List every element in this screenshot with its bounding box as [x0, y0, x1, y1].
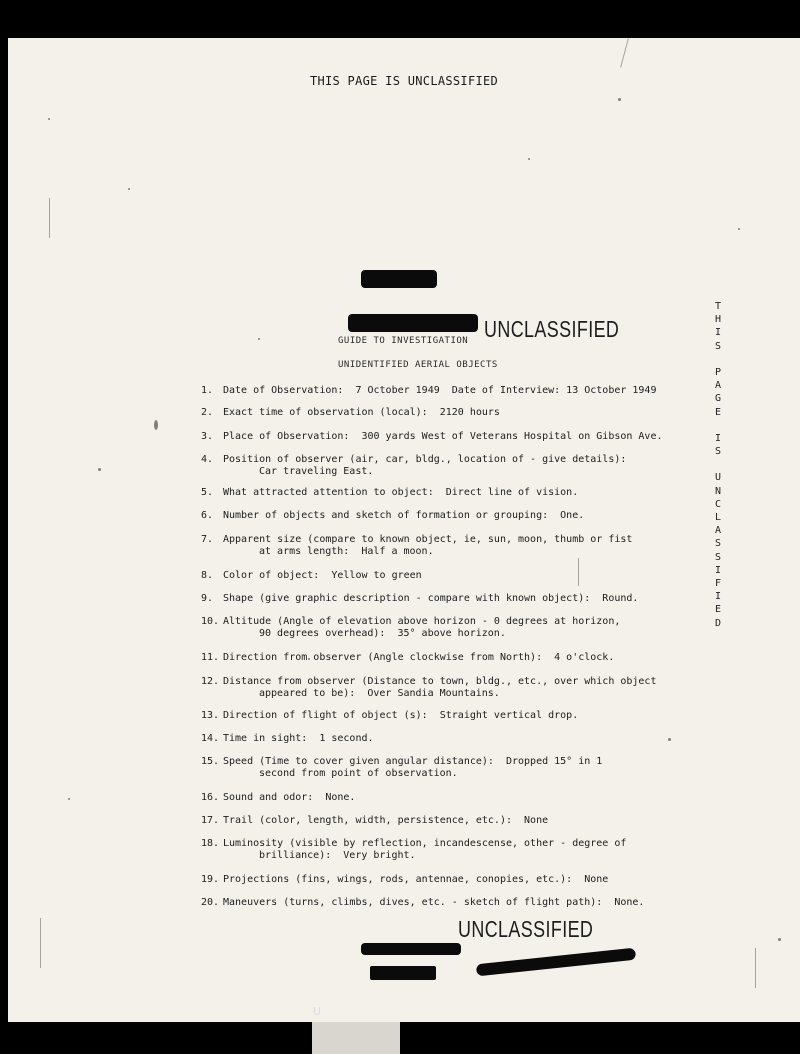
scan-streak [40, 918, 41, 968]
question-item [201, 431, 663, 443]
question-item [201, 407, 500, 419]
scan-speck [668, 738, 671, 741]
question-number: 5. [201, 487, 214, 498]
question-number: 19. [201, 874, 220, 885]
top-classification-marking: THIS PAGE IS UNCLASSIFIED [309, 74, 499, 88]
question-number: 8. [201, 570, 214, 581]
question-item [201, 652, 614, 664]
scan-streak [49, 198, 50, 238]
question-text: Place of Observation: 300 yards West of Veterans Hospital on Gibson Ave. [223, 431, 663, 442]
side-marking-letter: I [714, 432, 722, 444]
question-item [201, 385, 656, 397]
side-marking-letter: E [714, 406, 722, 418]
question-item [201, 756, 602, 780]
question-number: 4. [201, 454, 214, 465]
scan-speck [258, 338, 260, 340]
question-text: Projections (fins, wings, rods, antennae, conopies, etc.): None [223, 874, 609, 885]
question-text: Distance from observer (Distance to town, bldg., etc., over which object [223, 676, 657, 687]
side-marking-letter: I [714, 591, 722, 603]
question-item [201, 792, 355, 804]
guide-subtitle: UNIDENTIFIED AERIAL OBJECTS [338, 360, 498, 370]
scan-streak [578, 558, 579, 586]
footer-mark: U [313, 1005, 322, 1018]
redaction-bar [370, 966, 436, 980]
side-marking-letter [711, 353, 725, 366]
question-text: Apparent size (compare to known object, ie, sun, moon, thumb or fist [223, 534, 633, 545]
scan-speck [618, 98, 621, 101]
question-item [201, 593, 638, 605]
question-text: Luminosity (visible by reflection, incandescense, other - degree of [223, 838, 627, 849]
question-number: 2. [201, 407, 214, 418]
scan-streak [755, 948, 756, 988]
side-marking-letter: I [714, 327, 722, 339]
question-text: Number of objects and sketch of formation or grouping: One. [223, 510, 585, 521]
question-text: Sound and odor: None. [223, 792, 356, 803]
question-text: Position of observer (air, car, bldg., location of - give details): [223, 454, 627, 465]
question-number: 6. [201, 510, 214, 521]
question-text: What attracted attention to object: Direct line of vision. [223, 487, 579, 498]
side-marking-letter: U [714, 472, 722, 484]
scan-speck [98, 468, 101, 471]
document-page [8, 38, 800, 1022]
question-item [201, 815, 548, 827]
question-item [201, 510, 584, 522]
side-marking-letter: S [714, 538, 722, 550]
side-marking-letter: S [714, 340, 722, 352]
side-marking-letter: L [714, 512, 722, 523]
side-marking-letter: P [714, 366, 722, 378]
question-text: Direction from observer (Angle clockwise from North): 4 o'clock. [223, 652, 615, 663]
scan-speck [48, 118, 50, 120]
question-number: 3. [201, 431, 214, 442]
question-item [201, 733, 374, 745]
scan-speck [738, 228, 740, 230]
side-marking-letter: I [714, 564, 722, 576]
question-item [201, 874, 608, 886]
scan-speck [128, 188, 130, 190]
side-marking-letter: A [714, 525, 722, 537]
question-number: 1. [201, 385, 214, 396]
side-marking-letter: E [714, 604, 722, 616]
side-marking-letter: C [714, 498, 722, 510]
question-number: 9. [201, 593, 214, 604]
question-number: 18. [201, 838, 220, 849]
side-marking-letter: S [714, 446, 722, 458]
question-continuation: appeared to be): Over Sandia Mountains. [259, 688, 500, 699]
redaction-bar [361, 943, 461, 955]
unclassified-stamp-top: UNCLASSIFIED [484, 316, 620, 342]
question-text: Altitude (Angle of elevation above horizon - 0 degrees at horizon, [223, 616, 621, 627]
scan-speck [68, 798, 70, 800]
redaction-bar [361, 270, 437, 288]
question-continuation: at arms length: Half a moon. [259, 546, 434, 557]
question-number: 20. [201, 897, 220, 908]
question-number: 12. [201, 676, 220, 687]
question-continuation: 90 degrees overhead): 35° above horizon. [259, 628, 506, 639]
question-text: Shape (give graphic description - compare with known object): Round. [223, 593, 639, 604]
side-marking-letter: F [714, 577, 722, 589]
question-text: Date of Observation: 7 October 1949 Date of Interview: 13 October 1949 [223, 385, 657, 396]
scan-streak [620, 38, 629, 67]
question-item [201, 570, 422, 582]
question-number: 14. [201, 733, 220, 744]
question-item [201, 454, 626, 478]
scan-speck [154, 420, 158, 430]
question-text: Trail (color, length, width, persistence, etc.): None [223, 815, 549, 826]
redaction-bar [348, 314, 478, 332]
redaction-bar [476, 948, 636, 977]
question-number: 10. [201, 616, 220, 627]
side-classification-marking [711, 300, 725, 630]
question-text: Time in sight: 1 second. [223, 733, 374, 744]
side-marking-letter [711, 419, 725, 432]
side-marking-letter: A [714, 380, 722, 392]
question-text: Exact time of observation (local): 2120 hours [223, 407, 500, 418]
question-continuation: second from point of observation. [259, 768, 458, 779]
question-number: 16. [201, 792, 220, 803]
question-number: 11. [201, 652, 220, 663]
question-text: Color of object: Yellow to green [223, 570, 422, 581]
question-continuation: Car traveling East. [259, 466, 374, 477]
question-item [201, 897, 644, 909]
question-number: 17. [201, 815, 220, 826]
question-item [201, 838, 626, 862]
question-item [201, 676, 656, 700]
footer-tab [312, 1022, 400, 1054]
unclassified-stamp-bottom: UNCLASSIFIED [458, 916, 594, 942]
question-number: 7. [201, 534, 214, 545]
scan-speck [778, 938, 781, 941]
side-marking-letter: D [714, 617, 722, 629]
question-item [201, 487, 578, 499]
question-number: 13. [201, 710, 220, 721]
question-item [201, 710, 578, 722]
question-text: Direction of flight of object (s): Straight vertical drop. [223, 710, 579, 721]
side-marking-letter: T [714, 301, 722, 312]
question-item [201, 616, 620, 640]
question-text: Maneuvers (turns, climbs, dives, etc. - sketch of flight path): None. [223, 897, 645, 908]
guide-title: GUIDE TO INVESTIGATION [338, 336, 469, 346]
question-number: 15. [201, 756, 220, 767]
scan-speck [528, 158, 530, 160]
side-marking-letter: N [714, 485, 722, 497]
side-marking-letter: H [714, 314, 722, 326]
side-marking-letter: G [714, 393, 722, 405]
side-marking-letter [711, 458, 725, 471]
question-text: Speed (Time to cover given angular distance): Dropped 15° in 1 [223, 756, 603, 767]
question-continuation: brilliance): Very bright. [259, 850, 416, 861]
question-item [201, 534, 632, 558]
side-marking-letter: S [714, 551, 722, 563]
